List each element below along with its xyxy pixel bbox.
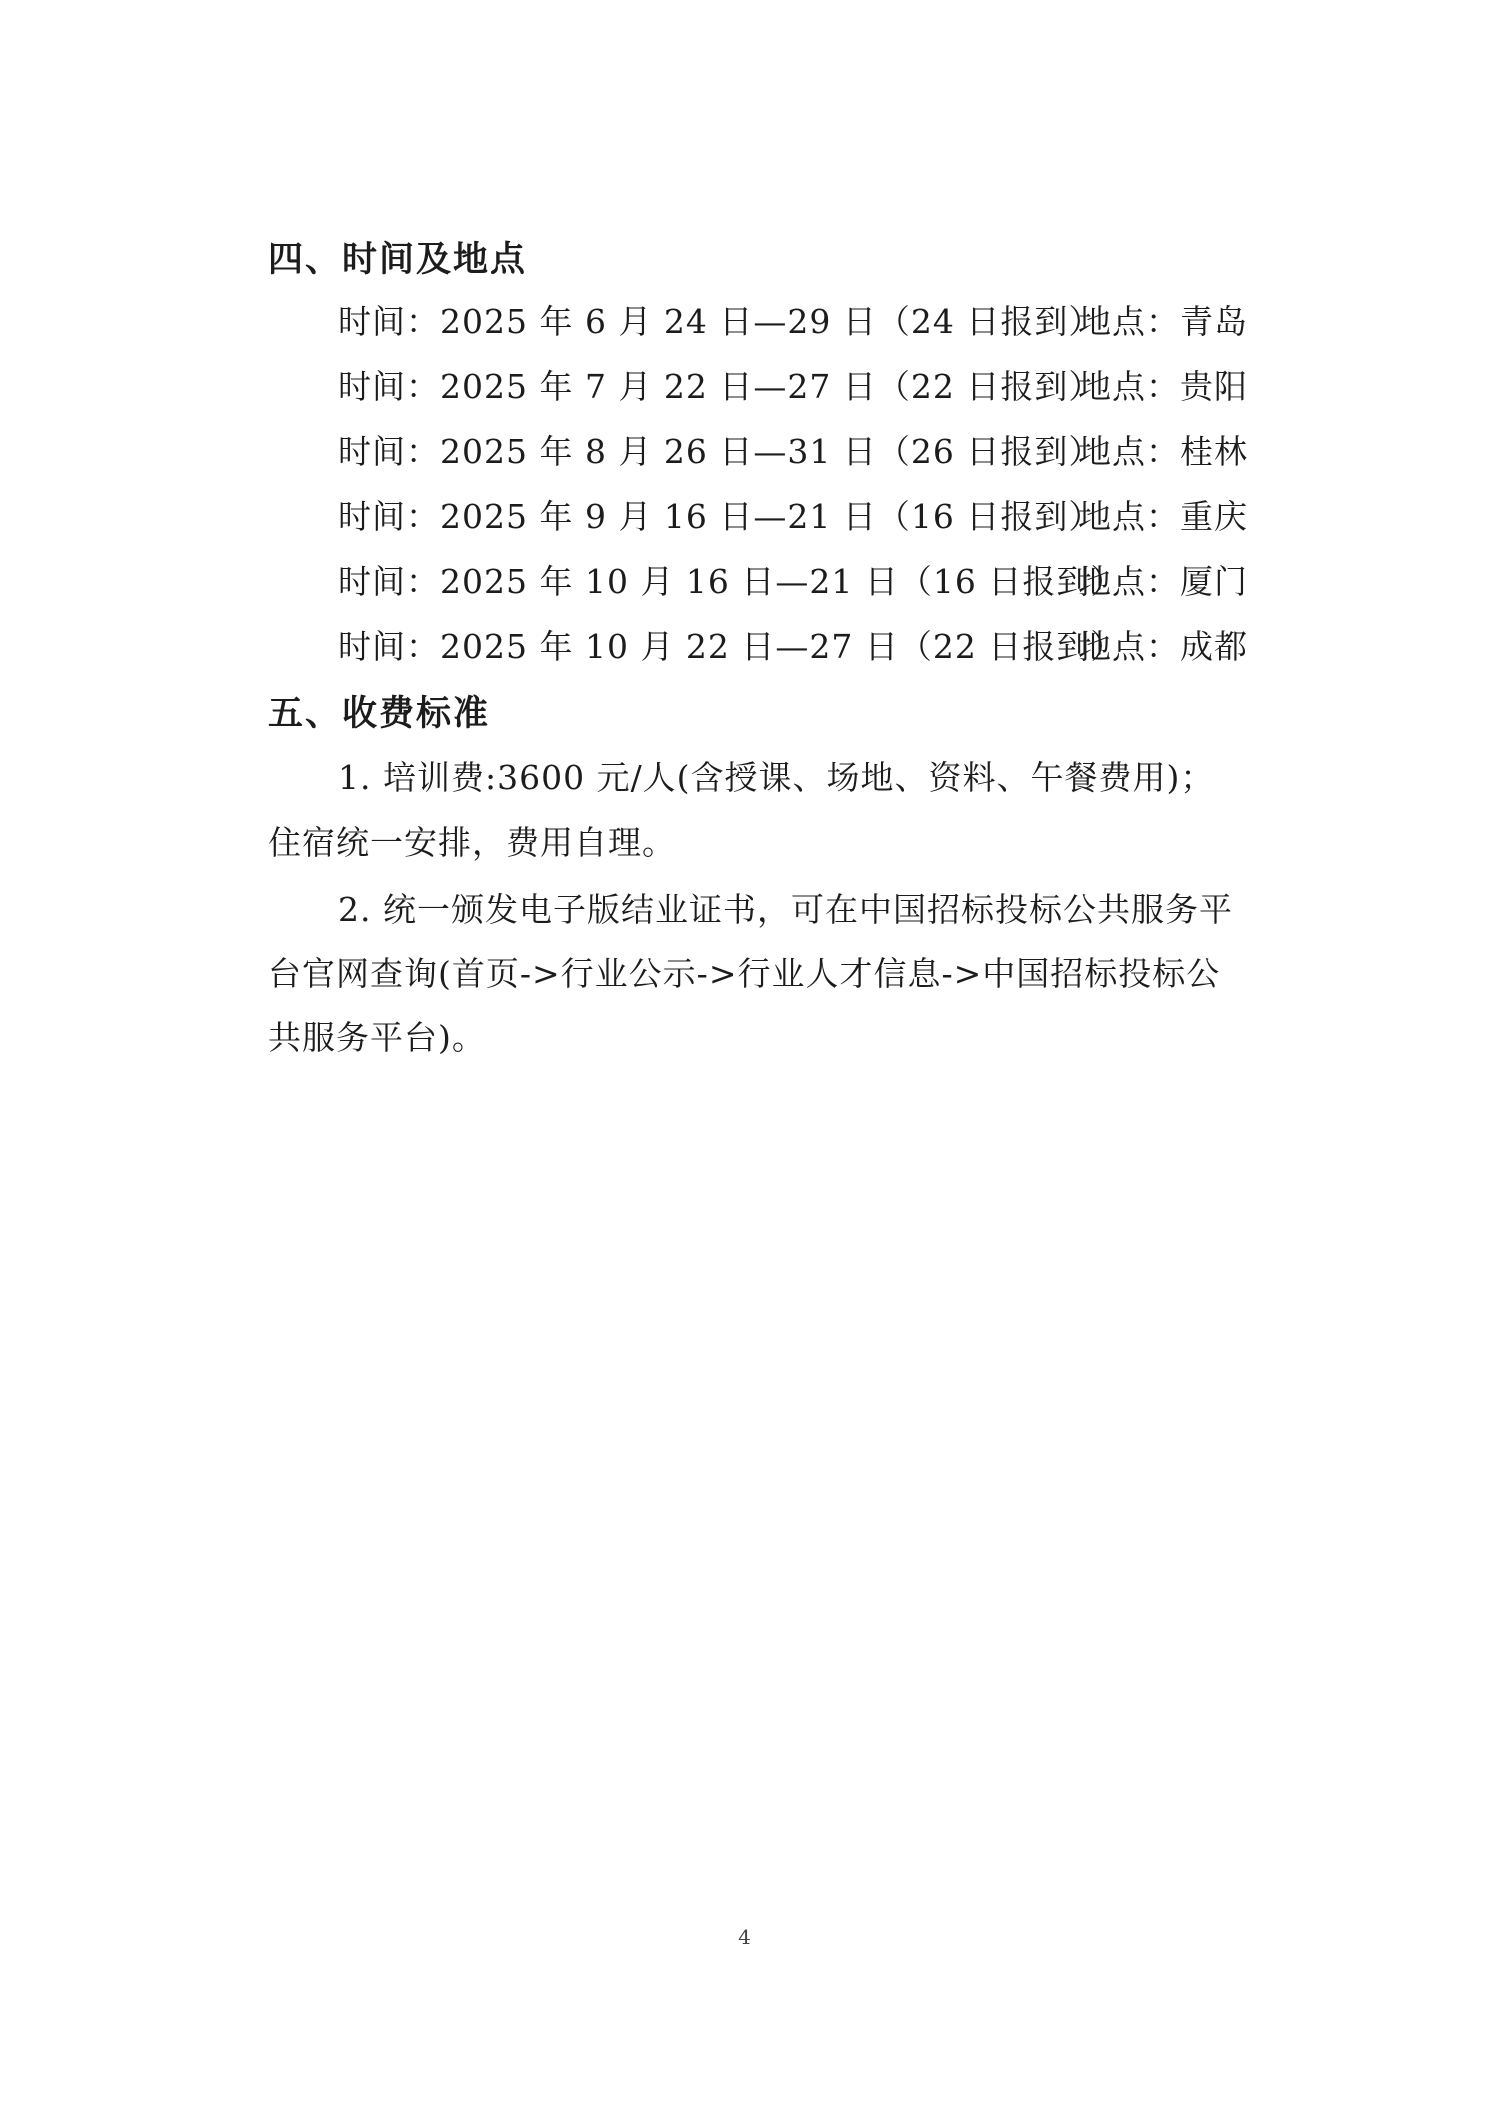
schedule-place: 地点：贵阳 bbox=[1078, 367, 1248, 406]
fee-item-2-line-2: 台官网查询(首页->行业公示->行业人才信息->中国招标投标公 bbox=[268, 954, 1221, 993]
section-4-heading: 四、时间及地点 bbox=[268, 240, 528, 280]
schedule-place: 地点：青岛 bbox=[1078, 302, 1248, 341]
schedule-place: 地点：重庆 bbox=[1078, 497, 1248, 536]
fee-item-2-line-3: 共服务平台)。 bbox=[268, 1018, 486, 1057]
schedule-time: 时间：2025 年 10 月 16 日—21 日（16 日报到） bbox=[338, 562, 1125, 601]
schedule-row bbox=[338, 556, 1248, 603]
schedule-row bbox=[338, 426, 1248, 473]
schedule-time: 时间：2025 年 8 月 26 日—31 日（26 日报到） bbox=[338, 432, 1103, 471]
schedule-place: 地点：厦门 bbox=[1078, 562, 1248, 601]
schedule-time: 时间：2025 年 9 月 16 日—21 日（16 日报到） bbox=[338, 497, 1103, 536]
schedule-row bbox=[338, 621, 1248, 668]
schedule-row bbox=[338, 491, 1248, 538]
schedule-place: 地点：成都 bbox=[1078, 627, 1248, 666]
section-5-heading: 五、收费标准 bbox=[268, 694, 491, 734]
schedule-row bbox=[338, 296, 1248, 343]
schedule-time: 时间：2025 年 10 月 22 日—27 日（22 日报到） bbox=[338, 627, 1125, 666]
schedule-time: 时间：2025 年 7 月 22 日—27 日（22 日报到） bbox=[338, 367, 1103, 406]
page-number: 4 bbox=[738, 1925, 751, 1949]
fee-item-2-line-1: 2. 统一颁发电子版结业证书，可在中国招标投标公共服务平 bbox=[338, 890, 1233, 929]
schedule-place: 地点：桂林 bbox=[1078, 432, 1248, 471]
fee-item-1-line-2: 住宿统一安排，费用自理。 bbox=[268, 823, 676, 862]
schedule-time: 时间：2025 年 6 月 24 日—29 日（24 日报到） bbox=[338, 302, 1103, 341]
schedule-row bbox=[338, 361, 1248, 408]
fee-item-1-line-1: 1. 培训费:3600 元/人(含授课、场地、资料、午餐费用)； bbox=[338, 758, 1215, 797]
